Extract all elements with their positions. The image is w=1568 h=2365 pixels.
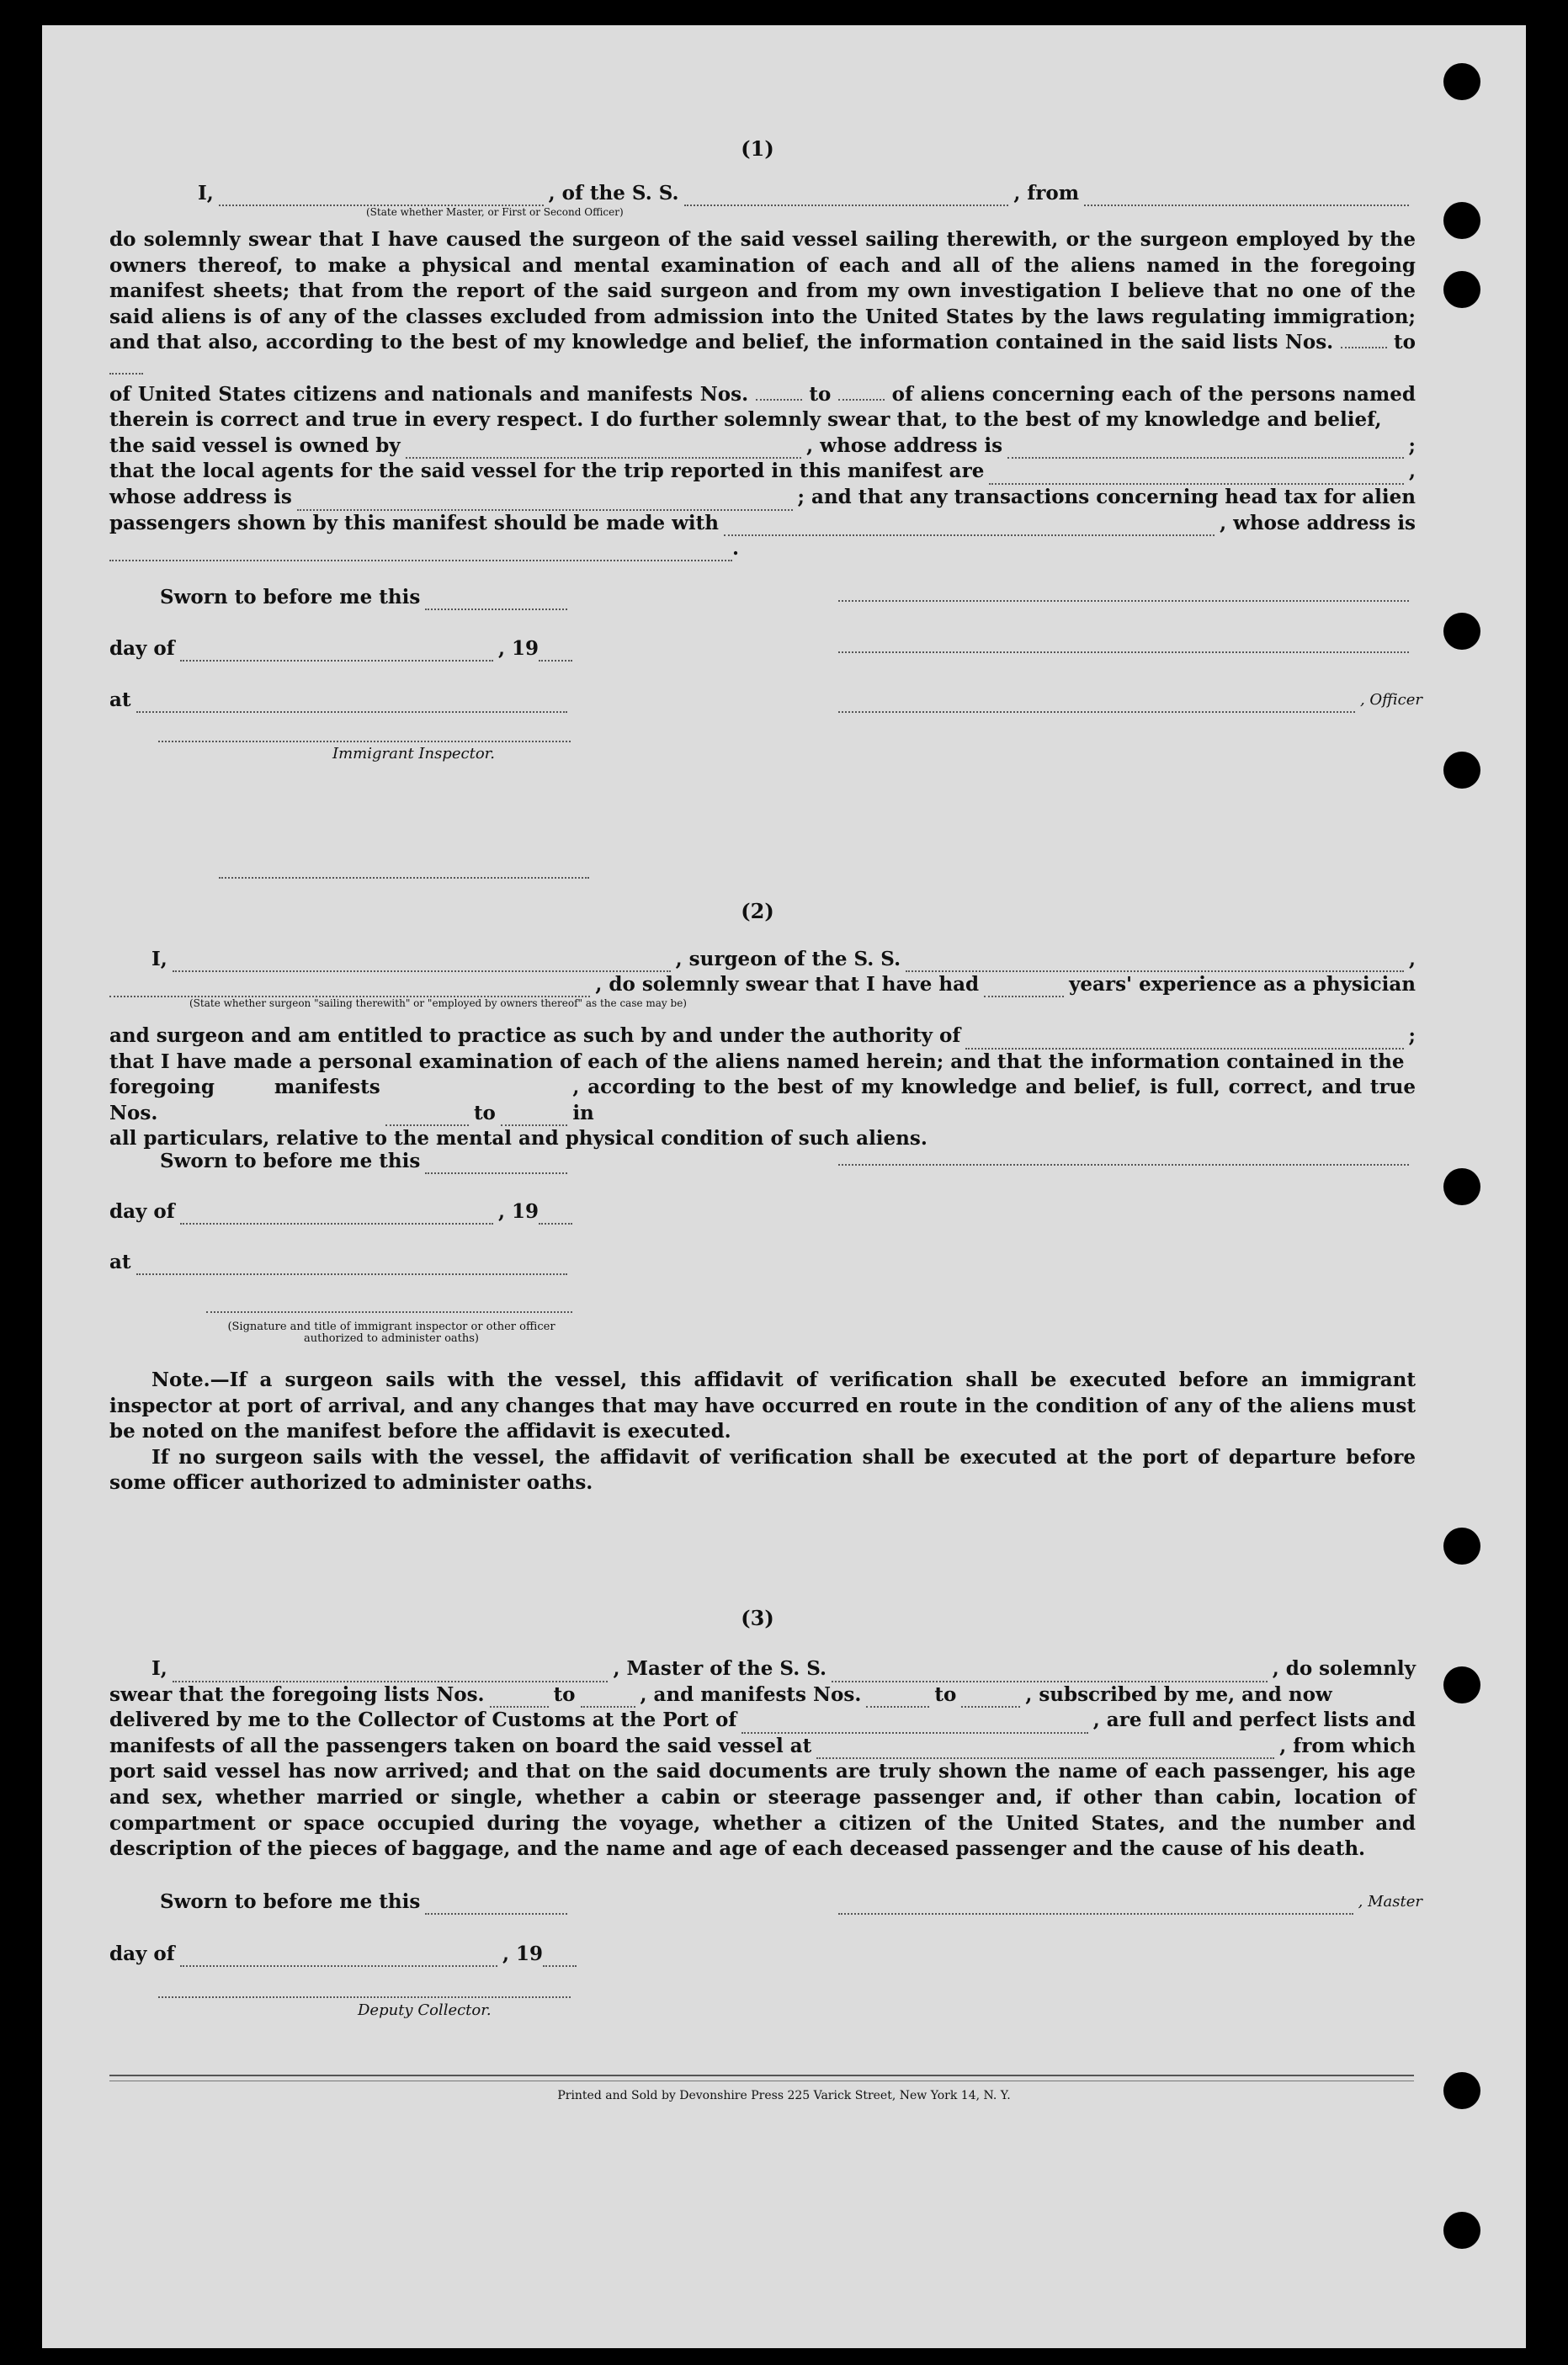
year-field[interactable] — [539, 1208, 572, 1225]
signature-caption: (Signature and title of immigrant inspector or other officer authorized to administer oaths) — [227, 1321, 555, 1345]
binder-hole — [1443, 613, 1480, 650]
manifests-to-field[interactable] — [838, 384, 885, 401]
deputy-collector-label: Deputy Collector. — [358, 2001, 492, 2019]
day-of-line — [109, 1199, 572, 1225]
oath-text: do solemnly swear that I have caused the surgeon of the said vessel sailing therewith, or the surgeon employed by the owners thereof, to make a physical and mental examination of each and all of the aliens named in the foregoing manifest sheets; that from the report of the said surgeon and from my own investigation I believe that no one of the said aliens is of any of the classes excluded from admission into the United States by the laws regulating immigration; and that also, according to the best of my knowledge and belief, the information contained in the said lists Nos. — [109, 228, 1416, 354]
owner-address-field[interactable] — [1007, 442, 1403, 459]
lists-to-field[interactable] — [109, 358, 143, 375]
binder-hole — [1443, 1168, 1480, 1205]
label-passengers: passengers shown by this manifest should be made with — [109, 511, 719, 534]
label-sworn: Sworn to before me this — [160, 586, 421, 609]
binder-hole — [1443, 2212, 1480, 2249]
master-vessel-field[interactable] — [832, 1666, 1268, 1682]
label-delivered: delivered by me to the Collector of Customs at the Port of — [109, 1709, 737, 1732]
label-manifests: , and manifests Nos. — [640, 1682, 862, 1706]
section-2-oath — [109, 1023, 1416, 1152]
sworn-day-field[interactable] — [425, 1898, 567, 1915]
exam-text: that I have made a personal examination of each of the aliens named herein; and that the information contained in the — [109, 1050, 1405, 1073]
label-owned: the said vessel is owned by — [109, 433, 401, 457]
label-day-of: day of — [109, 637, 175, 660]
surgeon-status-field[interactable] — [109, 981, 590, 997]
note-1: Note.—If a surgeon sails with the vessel, this affidavit of verification shall be executed before an immigrant inspector at port of arrival, and any changes that may have occurred en route in the condition of any of the aliens must be noted on the manifest before the affidavit is executed. — [109, 1369, 1416, 1443]
vessel-name-field[interactable] — [684, 189, 1009, 206]
label-authority: and surgeon and am entitled to practice as such by and under the authority of — [109, 1024, 961, 1047]
surgeon-experience-line — [109, 972, 1416, 997]
printer-footer: Printed and Sold by Devonshire Press 225 Varick Street, New York 14, N. Y. — [557, 2089, 1011, 2102]
officer-label: , Officer — [1359, 691, 1422, 709]
master-name-field[interactable] — [173, 1666, 609, 1682]
section-3-oath — [109, 1656, 1416, 1863]
agents-address-field[interactable] — [297, 494, 793, 511]
label-master-of-ss: , Master of the S. S. — [613, 1657, 827, 1680]
manifest-form-page — [42, 25, 1526, 2348]
at-place-field[interactable] — [136, 1258, 567, 1275]
binder-hole — [1443, 752, 1480, 789]
sworn-line — [135, 1889, 572, 1915]
label-from-which: , from which — [1279, 1734, 1416, 1757]
head-tax-address-field[interactable] — [109, 545, 732, 561]
departure-port-field[interactable] — [1084, 189, 1409, 206]
manifests-to-field[interactable] — [961, 1691, 1020, 1708]
label-solemnly: , do solemnly — [1272, 1657, 1416, 1680]
master-label: , Master — [1358, 1893, 1422, 1911]
authority-field[interactable] — [965, 1033, 1403, 1050]
master-lead-line — [109, 1656, 1416, 1682]
particulars-text: all particulars, relative to the mental and physical condition of such aliens. — [109, 1127, 928, 1151]
label-swear: swear that the foregoing lists Nos. — [109, 1682, 485, 1706]
sworn-day-field[interactable] — [425, 593, 567, 610]
label-of-ss: , of the S. S. — [548, 182, 679, 205]
label-from: , from — [1013, 182, 1080, 205]
label-year: , 19 — [502, 1942, 543, 1965]
label-to: to — [809, 382, 832, 406]
surgeon-vessel-field[interactable] — [906, 955, 1404, 972]
section-3-number: (3) — [741, 1606, 774, 1630]
years-field[interactable] — [984, 981, 1064, 997]
sworn-line — [135, 1149, 572, 1174]
label-year: , 19 — [497, 637, 539, 660]
surgeon-signature-field[interactable] — [838, 1149, 1409, 1166]
label-whose: , whose address is — [1220, 511, 1416, 534]
label-at: at — [109, 688, 131, 711]
authority-line: and surgeon and am entitled to practice as such by and under the authority of ; — [109, 1023, 1416, 1050]
surgeon-caption: (State whether surgeon "sailing therewith" or "employed by owners thereof" as the case may be) — [189, 997, 687, 1009]
label-whose: whose address is — [109, 485, 292, 508]
binder-hole — [1443, 202, 1480, 239]
label-year: , 19 — [497, 1200, 539, 1223]
footer-rule — [109, 2075, 1414, 2076]
note-block — [109, 1368, 1416, 1496]
month-field[interactable] — [180, 1950, 497, 1967]
agents-line: that the local agents for the said vessel for the trip reported in this manifest are , — [109, 459, 1416, 485]
label-sworn: Sworn to before me this — [160, 1890, 421, 1913]
at-place-field[interactable] — [136, 696, 567, 713]
master-signature-field[interactable] — [838, 1898, 1353, 1915]
month-field[interactable] — [180, 1208, 493, 1225]
year-field[interactable] — [543, 1950, 577, 1967]
owned-line: the said vessel is owned by , whose address is ; — [109, 433, 1416, 460]
sworn-day-field[interactable] — [425, 1157, 567, 1174]
month-field[interactable] — [180, 645, 493, 662]
manifests-from-field[interactable] — [756, 384, 802, 401]
label-according: , according to the best of my knowledge and belief, is full, correct, and true in — [572, 1076, 1416, 1124]
oath-text: of aliens concerning each of the persons named therein is correct and true in every respect. I do further solemnly swear that, to the best of my knowledge and belief, — [109, 382, 1416, 432]
foregoing-line — [109, 1075, 1416, 1126]
manifests-from-field[interactable] — [866, 1691, 929, 1708]
lists-to-field[interactable] — [581, 1691, 635, 1708]
binder-hole — [1443, 271, 1480, 308]
label-foregoing: foregoing manifests Nos. — [109, 1076, 380, 1124]
binder-hole — [1443, 1528, 1480, 1565]
lists-line — [109, 1682, 1416, 1709]
label-day-of: day of — [109, 1200, 175, 1223]
label-taken-on-board: manifests of all the passengers taken on board the said vessel at — [109, 1734, 812, 1757]
label-whose: , whose address is — [806, 433, 1003, 457]
port-field[interactable] — [741, 1717, 1088, 1734]
immigrant-inspector-label: Immigrant Inspector. — [332, 745, 496, 763]
binder-hole — [1443, 1666, 1480, 1703]
master-name-field[interactable] — [219, 189, 544, 206]
agents-address-line — [109, 485, 1416, 511]
boarding-port-field[interactable] — [816, 1742, 1274, 1759]
label-to: to — [553, 1682, 576, 1706]
passengers-line — [109, 511, 1416, 537]
deputy-signature-line[interactable] — [158, 1996, 571, 1998]
label-day-of: day of — [109, 1942, 175, 1965]
label-transactions: ; and that any transactions concerning head tax for alien — [797, 485, 1416, 508]
surgeon-manifests-from-field[interactable] — [385, 1109, 469, 1126]
label-surgeon-of-ss: , surgeon of the S. S. — [675, 948, 901, 970]
section-1-lead-line — [156, 181, 1414, 206]
day-of-line — [109, 636, 572, 662]
surgeon-manifests-to-field[interactable] — [501, 1109, 567, 1126]
surgeon-name-field[interactable] — [173, 955, 671, 972]
label-to: to — [934, 1682, 957, 1706]
binder-hole — [1443, 63, 1480, 100]
officer-line-2[interactable] — [838, 636, 1409, 653]
section-2-number: (2) — [741, 899, 774, 923]
note-2: If no surgeon sails with the vessel, the affidavit of verification shall be executed at the port of departure before some officer authorized to administer oaths. — [109, 1445, 1416, 1495]
officer-signature-field[interactable] — [838, 696, 1355, 713]
inspector-signature-line[interactable] — [158, 741, 571, 742]
label-i: I, — [198, 182, 214, 205]
address-line: . — [109, 536, 1416, 561]
boarding-line — [109, 1734, 1416, 1760]
collector-line — [109, 1708, 1416, 1734]
oath-text: of United States citizens and nationals and manifests Nos. — [109, 382, 749, 406]
section-1-oath — [109, 227, 1416, 561]
label-solemnly: , do solemnly swear that I have had — [595, 973, 980, 996]
at-line — [109, 688, 572, 713]
label-years: years' experience as a physician — [1069, 973, 1416, 996]
label-to: to — [473, 1101, 496, 1124]
sworn-line — [135, 585, 572, 610]
officer-line — [833, 688, 1422, 713]
label-i: I, — [151, 948, 167, 970]
section-3-body: port said vessel has now arrived; and that on the said documents are truly shown the name of each passenger, his age and sex, whether married or single, whether a cabin or steerage passenger and, if other than cabin, location of compartment or space occupied during the voyage, whether a citizen of the United States, and the number and description of the pieces of baggage, and the name and age of each deceased passenger and the cause of his death. — [109, 1760, 1416, 1861]
year-field[interactable] — [539, 645, 572, 662]
label-to: to — [1394, 331, 1416, 354]
label-sworn: Sworn to before me this — [160, 1150, 421, 1172]
label-agents: that the local agents for the said vessel for the trip reported in this manifest are — [109, 460, 985, 483]
officer-line-1[interactable] — [838, 585, 1409, 602]
master-caption: (State whether Master, or First or Second Officer) — [366, 206, 624, 218]
head-tax-party-field[interactable] — [724, 519, 1215, 536]
label-at: at — [109, 1251, 131, 1273]
day-of-line — [109, 1942, 577, 1967]
lists-from-field[interactable] — [1341, 332, 1387, 348]
surgeon-lead-line: I, , surgeon of the S. S. , — [151, 948, 1416, 970]
lists-from-field[interactable] — [490, 1691, 549, 1708]
label-i: I, — [151, 1657, 167, 1680]
agents-field[interactable] — [989, 468, 1404, 485]
owner-field[interactable] — [406, 442, 801, 459]
master-sign-line — [833, 1889, 1422, 1915]
blank-dotted-line[interactable] — [219, 877, 589, 879]
section-1-number: (1) — [741, 136, 774, 161]
at-line — [109, 1250, 572, 1275]
label-subscribed: , subscribed by me, and now — [1025, 1682, 1332, 1706]
label-full: , are full and perfect lists and — [1092, 1709, 1416, 1732]
inspector-signature-line[interactable] — [206, 1311, 572, 1313]
